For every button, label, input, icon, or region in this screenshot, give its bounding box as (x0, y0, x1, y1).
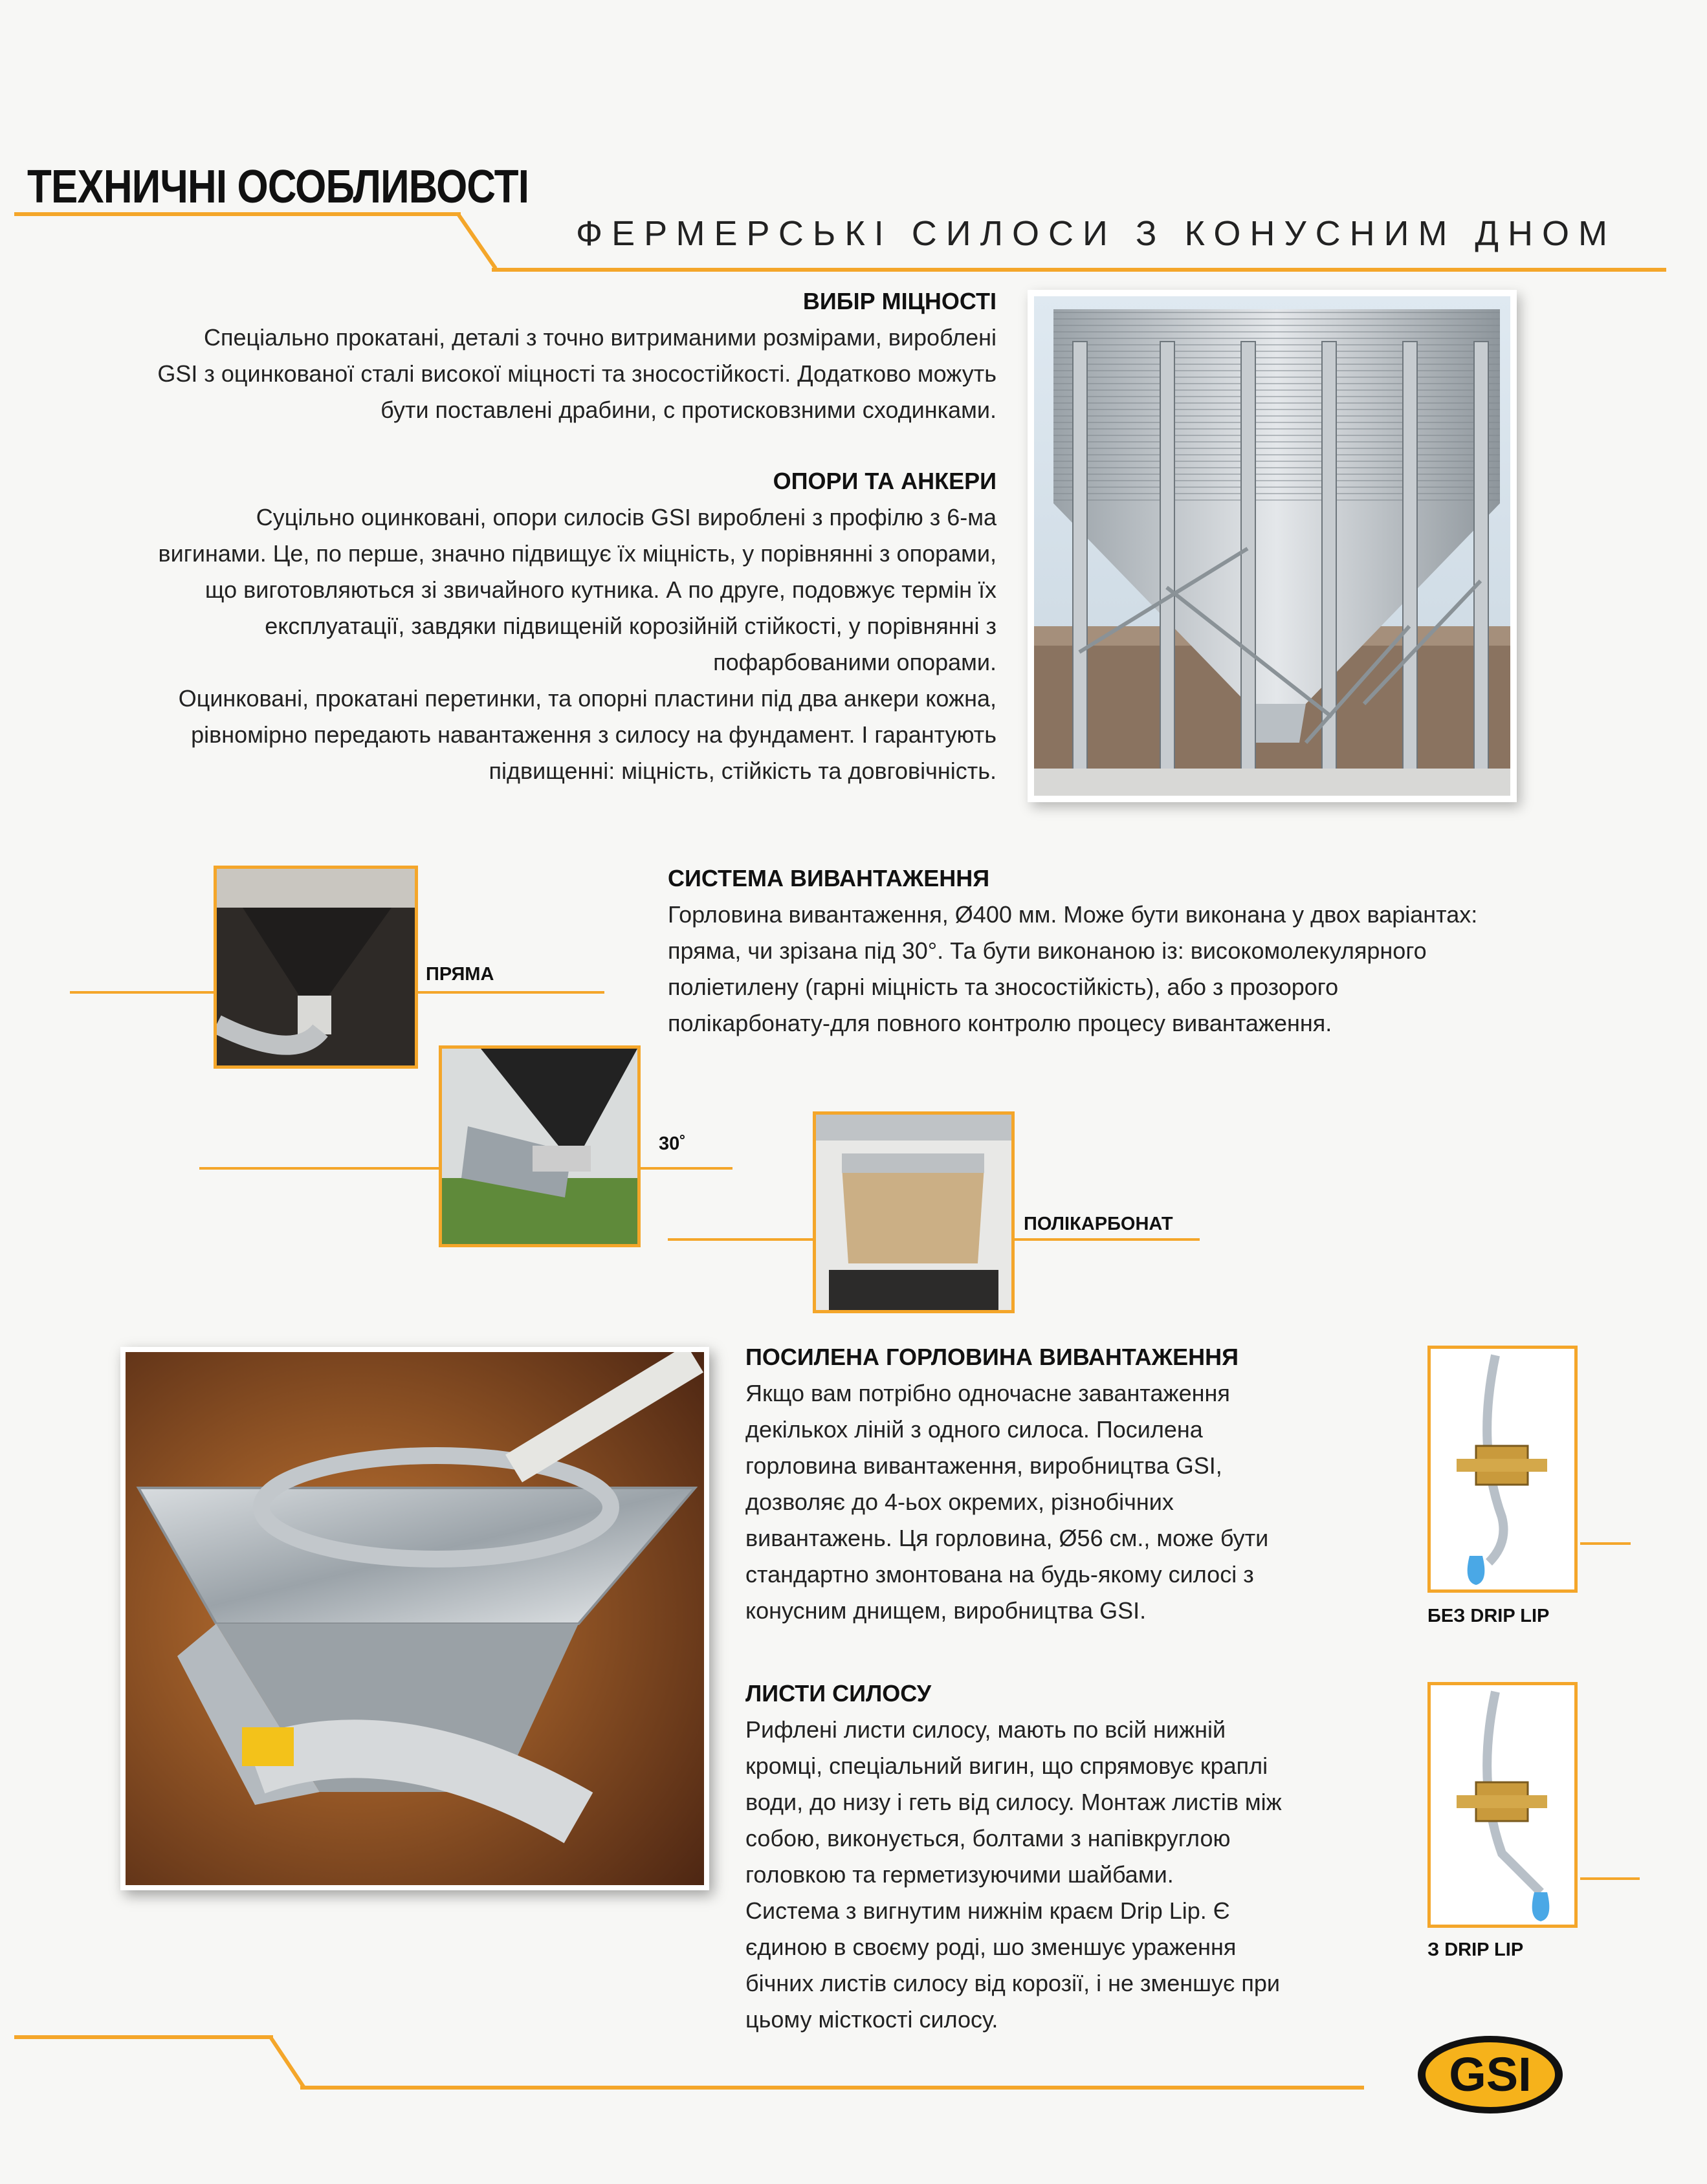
reinforced-line: декількох ліній з одного силоса. Посилена (745, 1416, 1203, 1443)
sheets-line: головкою та герметизуючими шайбами. (745, 1861, 1174, 1888)
straight-label: ПРЯМА (426, 964, 494, 985)
supports-line: вигинами. Це, по перше, значно підвищує їх міцність, у порівнянні з опорами, (158, 540, 997, 567)
reinforced-line: дозволяє до 4-ьох окремих, різнобічних (745, 1489, 1174, 1515)
section-sheets (745, 1676, 1282, 2038)
silo-illustration (1028, 290, 1517, 802)
section-unloading (668, 860, 1477, 1042)
unloading-line: Горловина вивантаження, Ø400 мм. Може бути виконана у двох варіантах: (668, 901, 1478, 928)
footer-line-right (300, 2086, 1364, 2090)
header-line-right (492, 268, 1666, 272)
poly-label: ПОЛІКАРБОНАТ (1024, 1214, 1173, 1234)
with-drip-lip-photo (1427, 1682, 1578, 1928)
reinforced-line: вивантажень. Ця горловина, Ø56 см., може бути (745, 1525, 1269, 1551)
with-drip-leader (1580, 1877, 1640, 1880)
reinforced-line: стандартно змонтована на будь-якому силосі з (745, 1561, 1254, 1588)
without-drip-lip-photo (1427, 1346, 1578, 1593)
without-drip-leader (1580, 1542, 1631, 1545)
strength-line: бути поставлені драбини, с протисковзними сходинками. (380, 397, 997, 423)
with-drip-lip-illustration (1431, 1685, 1574, 1925)
supports-line: Оцинковані, прокатані перетинки, та опорні пластини під два анкери кожна, (178, 685, 997, 712)
reinforced-spout-illustration (126, 1352, 704, 1885)
gsi-logo-text: GSI (1449, 2047, 1532, 2101)
angle-spout-illustration (442, 1049, 637, 1244)
straight-spout-illustration (217, 869, 415, 1065)
angle-label: 30˚ (659, 1133, 686, 1154)
supports-line: рівномірно передають навантаження з силосу на фундамент. І гарантують (191, 721, 997, 748)
supports-line: Суцільно оцинковані, опори силосів GSI вироблені з профілю з 6-ма (256, 504, 997, 530)
gsi-logo (1415, 2033, 1566, 2117)
with-drip-lip-label: З DRIP LIP (1427, 1939, 1524, 1960)
section-supports (39, 463, 997, 789)
unloading-line: поліетилену (гарні міцність та зносостійкість), або з прозорого (668, 974, 1339, 1000)
reinforced-line: горловина вивантаження, виробництва GSI, (745, 1452, 1222, 1479)
reinforced-line: Якщо вам потрібно одночасне завантаження (745, 1380, 1230, 1406)
unloading-line: пряма, чи зрізана під 30°. Та бути виконаною із: високомолекулярного (668, 937, 1427, 964)
gsi-logo-icon (1415, 2033, 1566, 2117)
supports-line: що виготовляються зі звичайного кутника. А по друге, подовжує термін їх (204, 576, 997, 603)
reinforced-line: конусним днищем, виробництва GSI. (745, 1597, 1147, 1624)
poly-spout-illustration (816, 1115, 1011, 1310)
supports-line: підвищенні: міцність, стійкість та довговічність. (489, 758, 997, 784)
poly-spout-photo (813, 1111, 1015, 1313)
sheets-line: собою, виконується, болтами з напівкруглою (745, 1825, 1231, 1851)
supports-heading: ОПОРИ ТА АНКЕРИ (773, 468, 997, 494)
without-drip-lip-illustration (1431, 1349, 1574, 1589)
angle-spout-photo (439, 1045, 641, 1247)
strength-line: Спеціально прокатані, деталі з точно витриманими розмірами, вироблені (203, 324, 997, 351)
sheets-line: води, до низу і геть від силосу. Монтаж листів між (745, 1789, 1282, 1815)
sheets-line: кромці, спеціальний вигин, що спрямовує краплі (745, 1753, 1268, 1779)
unloading-line: полікарбонату-для повного контролю процесу вивантаження. (668, 1010, 1332, 1036)
reinforced-heading: ПОСИЛЕНА ГОРЛОВИНА ВИВАНТАЖЕННЯ (745, 1344, 1239, 1370)
sheets-line: єдиною в своєму роді, шо зменшує ураження (745, 1934, 1237, 1960)
strength-heading: ВИБІР МІЦНОСТІ (802, 288, 997, 314)
page-title: ТЕХНИЧНІ ОСОБЛИВОСТІ (27, 161, 529, 213)
reinforced-spout-photo (120, 1347, 709, 1890)
section-strength (65, 283, 997, 428)
page-subtitle: ФЕРМЕРСЬКІ СИЛОСИ З КОНУСНИМ ДНОМ (576, 214, 1616, 253)
sheets-line: бічних листів силосу від корозії, і не зменшує при (745, 1970, 1281, 1996)
supports-line: експлуатації, завдяки підвищеній корозійній стійкості, у порівнянні з (265, 613, 997, 639)
unloading-heading: СИСТЕМА ВИВАНТАЖЕННЯ (668, 865, 990, 891)
sheets-line: цьому місткості силосу. (745, 2006, 998, 2033)
sheets-line: Рифлені листи силосу, мають по всій нижній (745, 1716, 1226, 1743)
without-drip-lip-label: БЕЗ DRIP LIP (1427, 1606, 1550, 1626)
header-line-slant (453, 210, 505, 272)
sheets-line: Система з вигнутим нижнім краєм Drip Lip. Є (745, 1897, 1230, 1924)
sheets-heading: ЛИСТИ СИЛОСУ (745, 1680, 932, 1707)
supports-line: пофарбованими опорами. (713, 649, 997, 675)
section-reinforced (745, 1339, 1268, 1629)
strength-line: GSI з оцинкованої сталі високої міцності та зносостійкості. Додатково можуть (157, 360, 997, 387)
straight-spout-photo (214, 866, 418, 1069)
footer-line-left (14, 2035, 273, 2039)
footer-line-slant (265, 2033, 311, 2091)
silo-photo (1028, 290, 1517, 802)
